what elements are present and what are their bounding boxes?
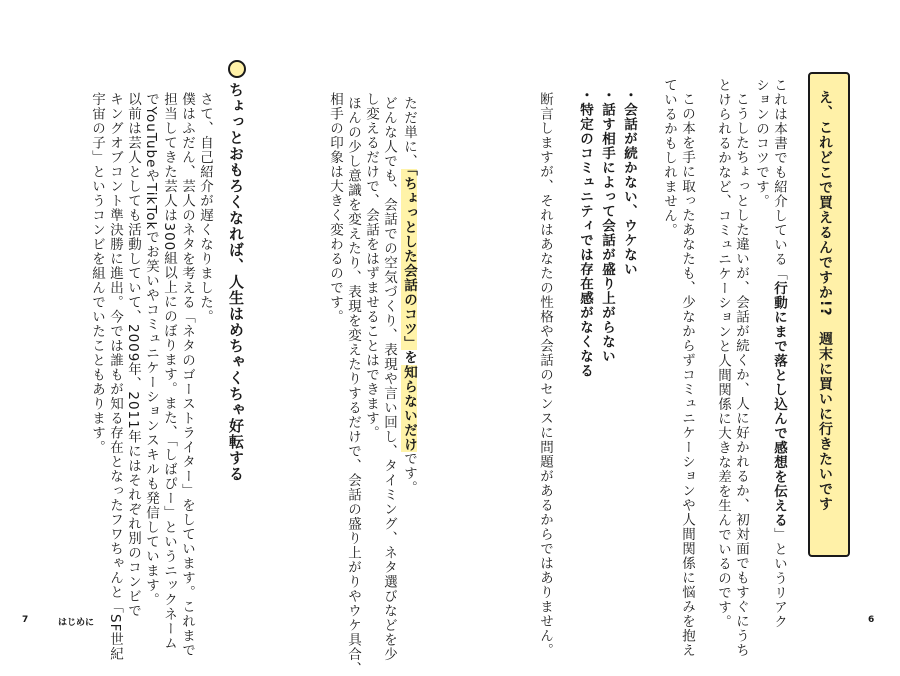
paragraph-line: 以前は芸人としても活動していて、2009年、2011年にはそれぞれ別のコンビで bbox=[125, 92, 141, 619]
paragraph-line: 宇宙の子」というコンビを組んでいたこともあります。 bbox=[89, 92, 105, 455]
paragraph-line bbox=[770, 78, 788, 629]
highlight-text: 「ちょっとした会話のコツ」 bbox=[401, 168, 417, 351]
paragraph-line: キングオブコント準決勝に進出。今では誰もが知る存在となったフワちゃんと「SF世紀 bbox=[107, 92, 123, 662]
text-run: これは本書でも紹介している「 bbox=[771, 78, 787, 281]
paragraph-line: ほんの少し意識を変えたり、表現を変えたりするだけで、会話の盛り上がりやウケ具合、 bbox=[345, 96, 361, 676]
paragraph-line: こうしたちょっとした違いが、会話が続くか、人に好かれるか、初対面でもすぐにうち bbox=[733, 92, 749, 658]
emphasis-text: 行動にまで落とし込んで感想を伝える bbox=[771, 281, 787, 528]
page-number-right: 6 bbox=[868, 615, 875, 625]
paragraph-line: 相手の印象は大きく変わるのです。 bbox=[327, 92, 343, 324]
paragraph-line: ションのコツです。 bbox=[753, 78, 769, 209]
bullet-item: ・話す相手によって会話が盛り上がらない bbox=[599, 88, 615, 364]
section-label: はじめに bbox=[58, 618, 95, 628]
heading-dot-icon bbox=[228, 60, 246, 78]
paragraph-line bbox=[400, 96, 418, 495]
bullet-item: ・特定のコミュニティでは存在感がなくなる bbox=[577, 88, 593, 378]
paragraph-line: どんな人でも、会話での空気づくり、表現や言い回し、タイミング、ネタ選びなどを少 bbox=[381, 96, 397, 662]
text-run: です。 bbox=[401, 451, 417, 496]
highlight-text: 知らないだけ bbox=[401, 364, 417, 452]
bullet-item: ・会話が続かない、ウケない bbox=[621, 88, 637, 277]
paragraph-line: ているかもしれません。 bbox=[661, 78, 677, 238]
callout-text: え、これどこで買えるんですか!? 週末に買いに行きたいです bbox=[817, 90, 833, 512]
paragraph-line: さて、自己紹介が遅くなりました。 bbox=[197, 92, 213, 324]
paragraph-line: 担当してきた芸人は300組以上にのぼります。また、「しばぴー」というニックネーム bbox=[161, 92, 177, 651]
text-run: 」というリアク bbox=[771, 527, 787, 629]
paragraph-line: 僕はふだん、芸人のネタを考える「ネタのゴーストライター」をしています。これまで bbox=[179, 92, 195, 658]
text-run: を bbox=[401, 350, 417, 365]
paragraph-line: 断言しますが、それはあなたの性格や会話のセンスに問題があるからではありません。 bbox=[537, 92, 553, 658]
paragraph-line: とけられるかなど、コミュニケーションと人間関係に大きな差を生んでいるのです。 bbox=[715, 78, 731, 629]
paragraph-line: この本を手に取ったあなたも、少なからずコミュニケーションや人間関係に悩みを抱え bbox=[679, 92, 695, 658]
paragraph-line: でYouTubeやTikTokでお笑いやコミュニケーションスキルも発信しています。 bbox=[143, 92, 159, 608]
text-run: ただ単に、 bbox=[401, 96, 417, 169]
section-heading: ちょっとおもろくなれば、人生はめちゃくちゃ好転する bbox=[227, 82, 245, 482]
paragraph-line: し変えるだけで、会話をはずませることはできます。 bbox=[363, 92, 379, 440]
page-number-left: 7 bbox=[22, 615, 29, 625]
